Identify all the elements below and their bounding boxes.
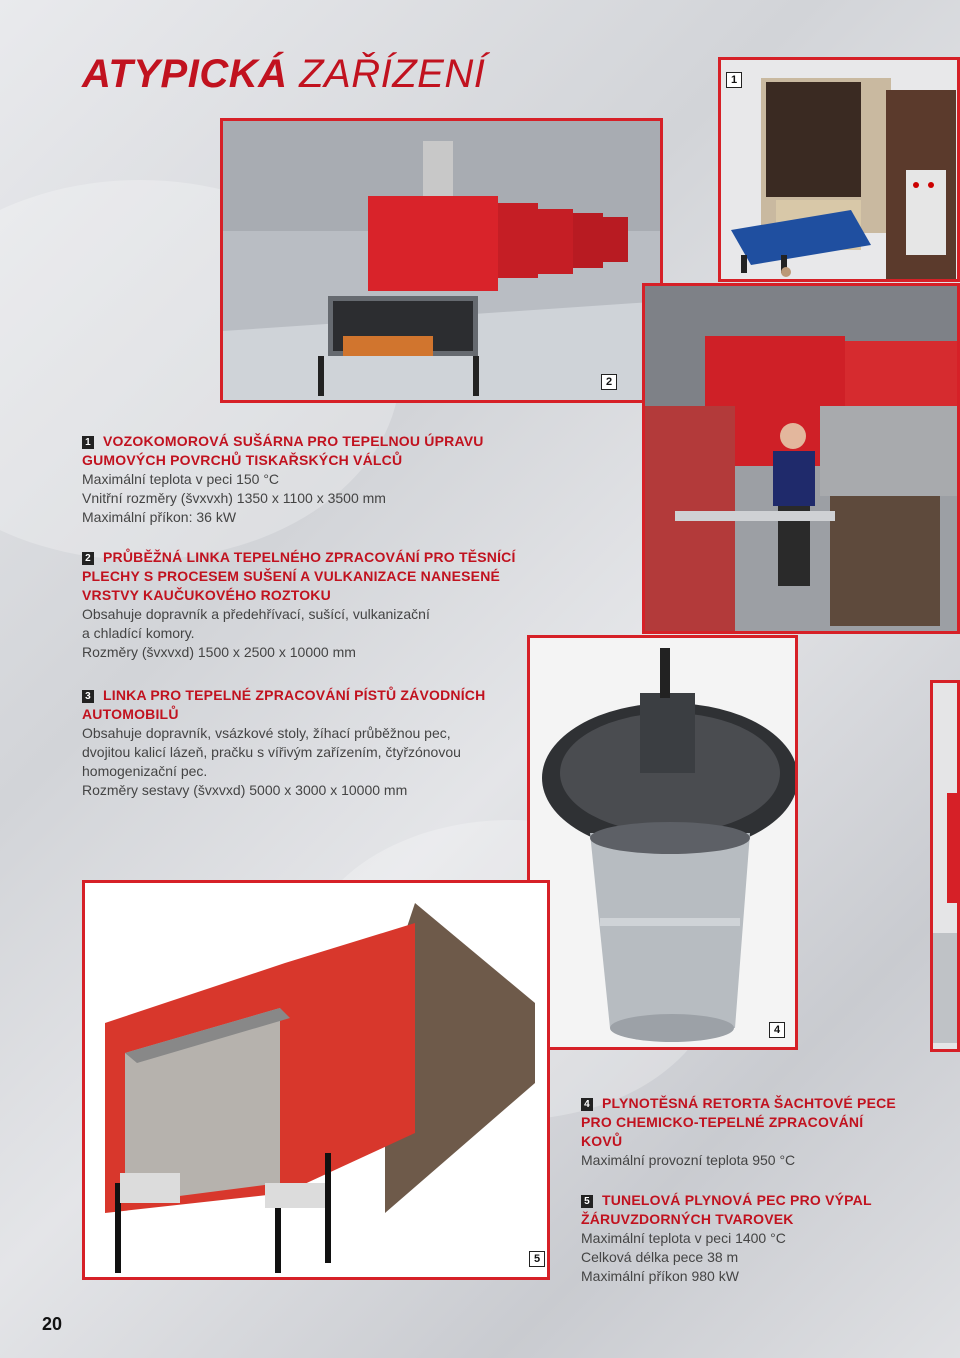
item-2-description [82, 548, 602, 662]
item-4-line: Maximální provozní teplota 950 °C [581, 1152, 796, 1168]
item-4-description [581, 1094, 951, 1170]
item-5-line: Celková délka pece 38 m [581, 1249, 739, 1265]
item-1-description [82, 432, 602, 527]
item-5-line: Maximální teplota v peci 1400 °C [581, 1230, 786, 1246]
item-5-heading-text: TUNELOVÁ PLYNOVÁ PEC PRO VÝPAL ŽÁRUVZDORNÝCH TVAROVEK [581, 1192, 872, 1227]
page-number: 20 [42, 1314, 63, 1334]
photo-continuous-line [220, 118, 663, 403]
photo-tunnel-kiln [82, 880, 550, 1280]
photo-badge-5: 5 [529, 1251, 545, 1267]
item-3-line: dvojitou kalicí lázeň, pračku s vířivým zařízením, čtyřzónovou [82, 744, 461, 760]
title-bold: ATYPICKÁ [82, 52, 288, 96]
item-3-line: Obsahuje dopravník, vsázkové stoly, žíhací průběžnou pec, [82, 725, 451, 741]
item-5-heading [581, 1191, 951, 1229]
piston-line-illustration [645, 286, 960, 634]
item-number-1: 1 [82, 436, 94, 449]
photo-retort [527, 635, 798, 1050]
item-1-heading [82, 432, 602, 470]
item-number-3: 3 [82, 690, 94, 703]
item-4-heading [581, 1094, 951, 1151]
item-1-line: Maximální příkon: 36 kW [82, 509, 237, 525]
item-5-line: Maximální příkon 980 kW [581, 1268, 739, 1284]
item-3-heading [82, 686, 522, 724]
item-number-4: 4 [581, 1098, 593, 1111]
item-2-line: Rozměry (švxvxd) 1500 x 2500 x 10000 mm [82, 644, 356, 660]
item-2-heading-text: PRŮBĚŽNÁ LINKA TEPELNÉHO ZPRACOVÁNÍ PRO TĚSNÍCÍ PLECHY S PROCESEM SUŠENÍ A VULKANIZACE NANESENÉ VRSTVY KAUČUKOVÉHO ROZTOKU [82, 549, 516, 603]
item-3-description [82, 686, 522, 800]
item-5-description [581, 1191, 951, 1286]
photo-drawer-dryer [718, 57, 960, 282]
title-light: ZAŘÍZENÍ [299, 52, 486, 96]
continuous-line-illustration [223, 121, 663, 403]
drawer-dryer-illustration [721, 60, 960, 282]
item-3-heading-text: LINKA PRO TEPELNÉ ZPRACOVÁNÍ PÍSTŮ ZÁVODNÍCH AUTOMOBILŮ [82, 687, 486, 722]
tunnel-kiln-illustration [85, 883, 550, 1280]
retort-illustration [530, 638, 798, 1050]
page-title [82, 52, 485, 97]
item-1-line: Vnitřní rozměry (švxvxh) 1350 x 1100 x 3500 mm [82, 490, 386, 506]
photo-piston-line [642, 283, 960, 634]
item-3-line: Rozměry sestavy (švxvxd) 5000 x 3000 x 10000 mm [82, 782, 408, 798]
item-2-line: a chladící komory. [82, 625, 195, 641]
photo-badge-1: 1 [726, 72, 742, 88]
item-number-5: 5 [581, 1195, 593, 1208]
photo-partial-right [930, 680, 960, 1052]
photo-badge-2: 2 [601, 374, 617, 390]
item-2-line: Obsahuje dopravník a předehřívací, sušící, vulkanizační [82, 606, 430, 622]
item-4-heading-text: PLYNOTĚSNÁ RETORTA ŠACHTOVÉ PECE PRO CHEMICKO-TEPELNÉ ZPRACOVÁNÍ KOVŮ [581, 1095, 896, 1149]
partial-right-illustration [933, 683, 960, 1052]
item-3-line: homogenizační pec. [82, 763, 208, 779]
item-number-2: 2 [82, 552, 94, 565]
item-1-heading-text: VOZOKOMOROVÁ SUŠÁRNA PRO TEPELNOU ÚPRAVU GUMOVÝCH POVRCHŮ TISKAŘSKÝCH VÁLCŮ [82, 433, 484, 468]
photo-badge-4: 4 [769, 1022, 785, 1038]
item-2-heading [82, 548, 602, 605]
item-1-line: Maximální teplota v peci 150 °C [82, 471, 280, 487]
